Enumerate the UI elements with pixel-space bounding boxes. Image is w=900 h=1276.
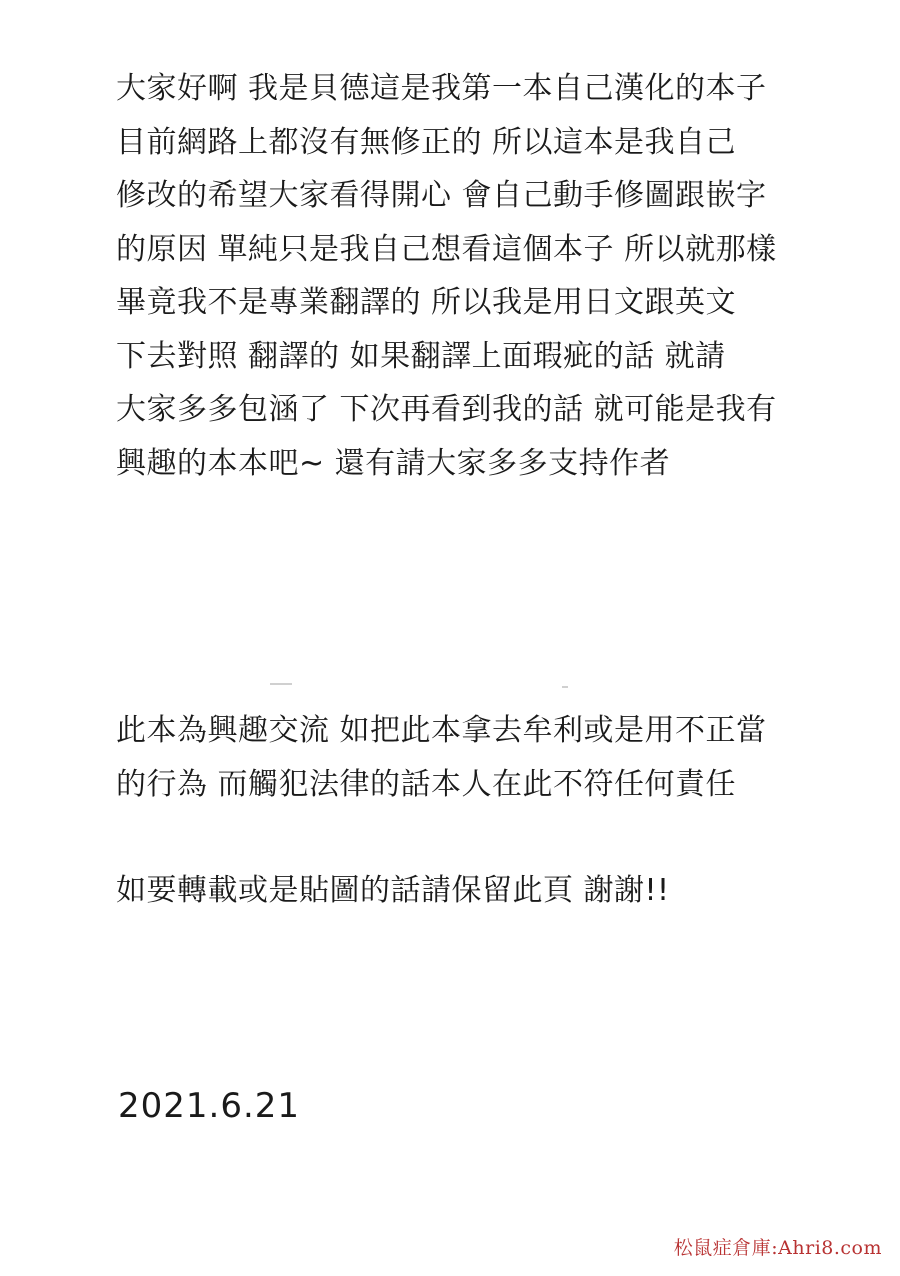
disclaimer-notice (116, 704, 767, 811)
disclaimer-line: 此本為興趣交流 如把此本拿去牟利或是用不正當 (116, 713, 767, 748)
intro-line: 下去對照 翻譯的 如果翻譯上面瑕疵的話 就請 (116, 338, 726, 374)
scan-speck (270, 683, 292, 685)
intro-line: 大家好啊 我是貝德這是我第一本自己漢化的本子 (116, 71, 767, 106)
site-watermark: 松鼠症倉庫:Ahri8.com (673, 1237, 882, 1259)
repost-notice (116, 864, 670, 918)
repost-line: 如要轉載或是貼圖的話請保留此頁 謝謝!! (116, 873, 670, 908)
intro-line: 修改的希望大家看得開心 會自己動手修圖跟嵌字 (116, 178, 767, 213)
intro-line: 的原因 單純只是我自己想看這個本子 所以就那樣 (116, 231, 777, 267)
intro-line: 興趣的本本吧~ 還有請大家多多支持作者 (116, 445, 671, 481)
intro-message (116, 62, 777, 490)
date-stamp: 2021.6.21 (118, 1086, 301, 1126)
intro-line: 畢竟我不是專業翻譯的 所以我是用日文跟英文 (116, 285, 737, 320)
intro-line: 目前網路上都沒有無修正的 所以這本是我自己 (116, 124, 737, 160)
intro-line: 大家多多包涵了 下次再看到我的話 就可能是我有 (116, 392, 777, 427)
disclaimer-line: 的行為 而觸犯法律的話本人在此不符任何責任 (116, 766, 737, 802)
scan-speck (562, 686, 568, 688)
